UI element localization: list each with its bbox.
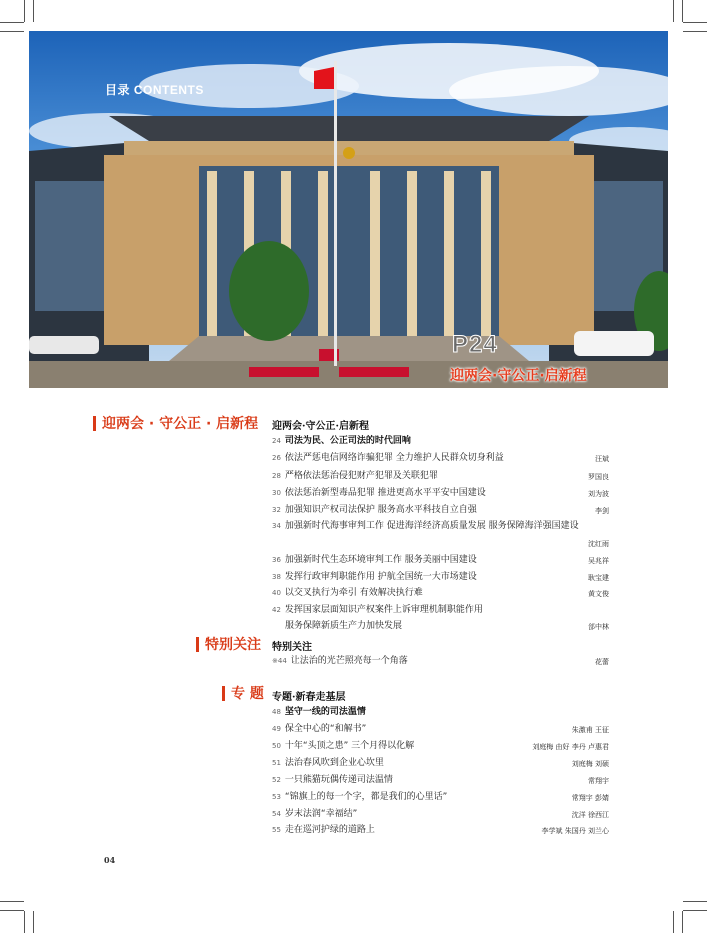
toc-entry[interactable] [272, 519, 608, 533]
entry-page: 34 [272, 522, 281, 530]
entry-page: 51 [272, 759, 281, 767]
crop-mark [683, 22, 707, 23]
entry-author: 沈红雨 [588, 540, 609, 548]
toc-entry[interactable] [272, 722, 608, 736]
entry-page: 54 [272, 810, 281, 818]
crop-mark [683, 910, 707, 911]
crop-mark [0, 910, 24, 911]
entry-author: 常翔宇 [588, 777, 609, 785]
crop-mark [673, 911, 674, 933]
toc-entry[interactable] [272, 503, 608, 517]
entry-title: “锦旗上的每一个字，都是我们的心里话” [284, 792, 448, 802]
page-number: 04 [104, 855, 116, 865]
toc-entry[interactable] [272, 434, 608, 448]
entry-page: 24 [272, 437, 281, 445]
entry-title: 依法严惩电信网络诈骗犯罪 全力维护人民群众切身利益 [284, 453, 504, 463]
crop-mark [33, 911, 34, 933]
entry-page: 52 [272, 776, 281, 784]
toc-entry[interactable] [272, 654, 608, 668]
section-bar [93, 416, 96, 431]
entry-title: 加强新时代生态环境审判工作 服务美丽中国建设 [284, 555, 477, 565]
entry-author: 常翔宇 彭婧 [571, 794, 609, 802]
entry-title: 发挥国家层面知识产权案件上诉审理机制职能作用 [284, 605, 483, 615]
section-heading: 专题·新春走基层 [272, 692, 346, 703]
entry-page: ※44 [272, 657, 287, 665]
entry-title: 法治春风吹到企业心坎里 [284, 758, 384, 768]
entry-author: 罗国良 [588, 473, 609, 481]
entry-page: 26 [272, 454, 281, 462]
section-label-special [196, 634, 261, 654]
entry-title: 保全中心的“和解书” [284, 724, 367, 734]
cover-feature-page: P24 [452, 331, 498, 358]
toc-entry[interactable] [272, 773, 608, 787]
crop-mark [24, 0, 25, 22]
contents-label: 目录 CONTENTS [105, 83, 204, 97]
entry-page: 32 [272, 506, 281, 514]
toc-entry[interactable] [272, 603, 608, 617]
entry-title: 司法为民、公正司法的时代回响 [284, 436, 411, 446]
crop-mark [0, 22, 24, 23]
section-label-text: 迎两会 · 守公正 · 启新程 [102, 416, 259, 432]
crop-mark [673, 0, 674, 22]
entry-title: 走在巡河护绿的道路上 [284, 825, 375, 835]
entry-title: 岁末法润“幸福结” [284, 809, 358, 819]
toc-entry[interactable] [272, 469, 608, 483]
entry-page: 48 [272, 708, 281, 716]
entry-page: 50 [272, 742, 281, 750]
toc-entry[interactable] [272, 790, 608, 804]
crop-mark [24, 911, 25, 933]
toc-entry[interactable] [272, 451, 608, 465]
entry-title: 以交叉执行为牵引 有效解决执行难 [284, 588, 423, 598]
section-heading: 特别关注 [272, 642, 312, 653]
entry-page: 49 [272, 725, 281, 733]
entry-author: 黄文俊 [588, 590, 609, 598]
entry-author: 刘为波 [588, 490, 609, 498]
crop-mark [0, 31, 24, 32]
toc-entry[interactable] [272, 807, 608, 821]
entry-page: 30 [272, 489, 281, 497]
entry-author: 郃中林 [588, 623, 609, 631]
entry-title: 服务保障新质生产力加快发展 [285, 621, 403, 631]
entry-author: 耿宝建 [588, 574, 609, 582]
entry-page: 38 [272, 573, 281, 581]
entry-page: 40 [272, 589, 281, 597]
cover-feature-title: 迎两会·守公正·启新程 [450, 368, 587, 384]
entry-author: 吴兆祥 [588, 557, 609, 565]
toc-entry-continued[interactable] [285, 619, 621, 633]
toc-entry[interactable] [272, 705, 608, 719]
entry-page: 36 [272, 556, 281, 564]
entry-title: 一只熊猫玩偶传递司法温情 [284, 775, 393, 785]
toc-entry[interactable] [272, 553, 608, 567]
section-heading: 迎两会·守公正·启新程 [272, 421, 369, 432]
entry-title: 让法治的光芒照亮每一个角落 [290, 656, 408, 666]
entry-title: 坚守一线的司法温情 [284, 707, 366, 717]
crop-mark [682, 911, 683, 933]
entry-title: 加强知识产权司法保护 服务高水平科技自立自强 [284, 505, 477, 515]
toc-entry[interactable] [272, 570, 608, 584]
entry-title: 发挥行政审判职能作用 护航全国统一大市场建设 [284, 572, 477, 582]
toc-entry[interactable] [272, 486, 608, 500]
entry-page: 42 [272, 606, 281, 614]
crop-mark [0, 901, 24, 902]
toc-entry[interactable] [272, 756, 608, 770]
entry-author: 刘庭梅 刘硕 [571, 760, 609, 768]
section-label-text: 特别关注 [205, 637, 261, 653]
entry-author: 李学斌 朱国丹 刘兰心 [541, 827, 609, 835]
entry-author: 花蕾 [595, 658, 609, 666]
section-label-feature [93, 413, 258, 433]
entry-title: 加强新时代海事审判工作 促进海洋经济高质量发展 服务保障海洋强国建设 [284, 521, 579, 531]
toc-entry[interactable] [272, 586, 608, 600]
section-label-text: 专 题 [231, 686, 264, 702]
crop-mark [682, 0, 683, 22]
entry-title: 严格依法惩治侵犯财产犯罪及关联犯罪 [284, 471, 438, 481]
entry-author: 沈洋 徐西江 [571, 811, 609, 819]
entry-page: 28 [272, 472, 281, 480]
entry-author: 李剑 [595, 507, 609, 515]
section-bar [222, 686, 225, 701]
section-label-topic [222, 683, 264, 703]
entry-title: 依法惩治新型毒品犯罪 推进更高水平平安中国建设 [284, 488, 486, 498]
section-bar [196, 637, 199, 652]
entry-author: 汪斌 [595, 455, 609, 463]
crop-mark [683, 901, 707, 902]
entry-page: 53 [272, 793, 281, 801]
entry-title: 十年“头顶之患” 三个月得以化解 [284, 741, 415, 751]
entry-author: 朱激甫 王征 [571, 726, 609, 734]
crop-mark [683, 31, 707, 32]
crop-mark [33, 0, 34, 22]
cover-photo [29, 31, 668, 388]
entry-page: 55 [272, 826, 281, 834]
entry-author: 刘庭梅 由好 李丹 卢惠君 [532, 743, 609, 751]
